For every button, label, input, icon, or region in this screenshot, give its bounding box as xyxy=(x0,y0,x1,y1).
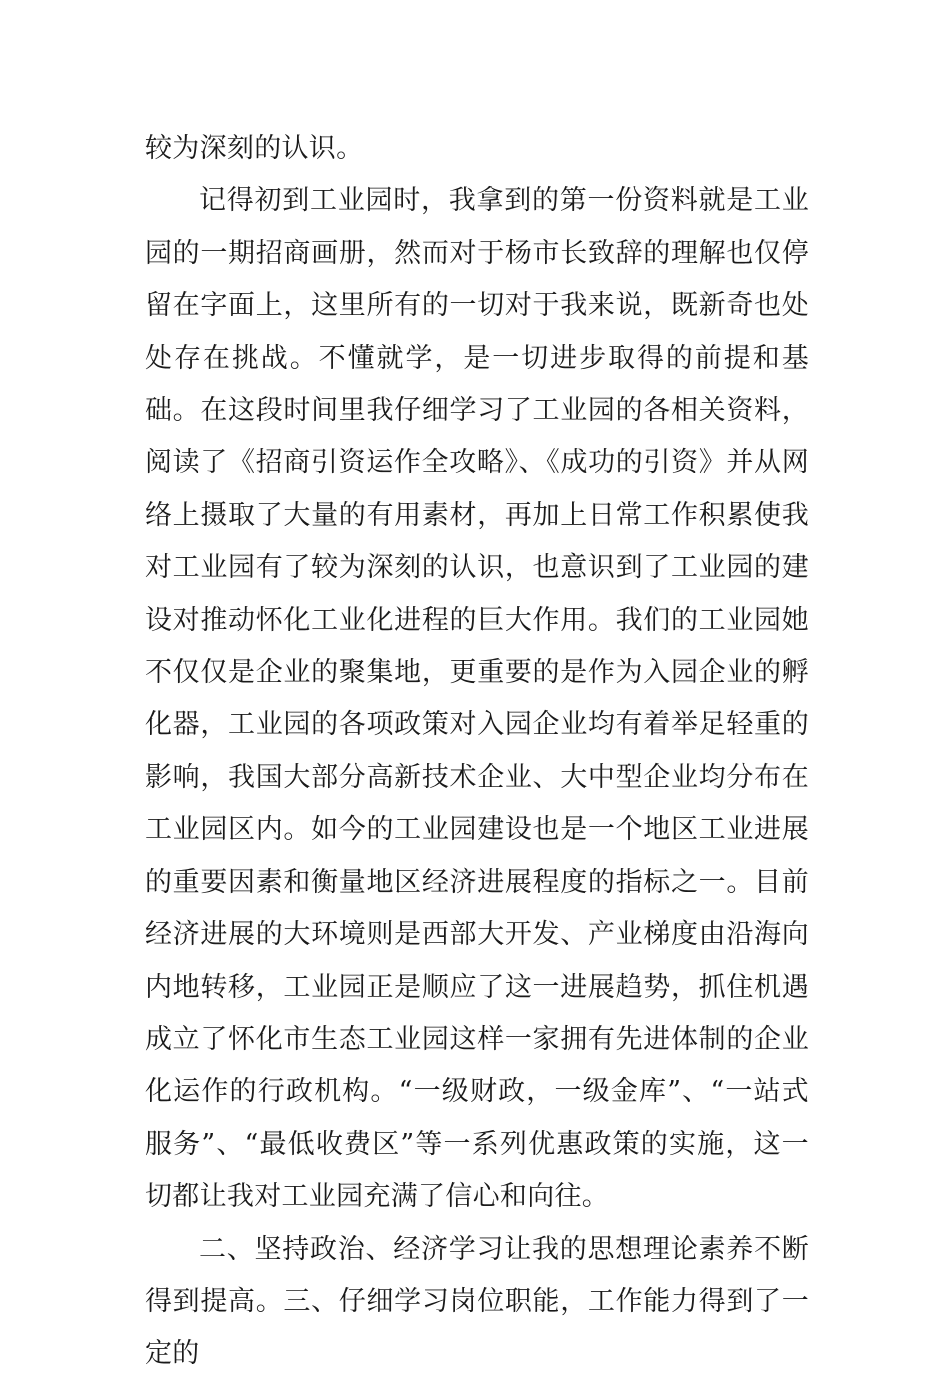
paragraph-industrial-park: 记得初到工业园时，我拿到的第一份资料就是工业园的一期招商画册，然而对于杨市长致辞的理解也仅停留在字面上，这里所有的一切对于我来说，既新奇也处处存在挑战。不懂就学，是一切进步取得的前提和基础。在这段时间里我仔细学习了工业园的各相关资料，阅读了《招商引资运作全攻略》、《成功的引资》并从网络上摄取了大量的有用素材，再加上日常工作积累使我对工业园有了较为深刻的认识，也意识到了工业园的建设对推动怀化工业化进程的巨大作用。我们的工业园她不仅仅是企业的聚集地，更重要的是作为入园企业的孵化器，工业园的各项政策对入园企业均有着举足轻重的影响，我国大部分高新技术企业、大中型企业均分布在工业园区内。如今的工业园建设也是一个地区工业进展的重要因素和衡量地区经济进展程度的指标之一。目前经济进展的大环境则是西部大开发、产业梯度由沿海向内地转移，工业园正是顺应了这一进展趋势，抓住机遇成立了怀化市生态工业园这样一家拥有先进体制的企业化运作的行政机构。“一级财政，一级金库”、“一站式服务”、“最低收费区”等一系列优惠政策的实施，这一切都让我对工业园充满了信心和向往。 xyxy=(145,185,809,1213)
document-body xyxy=(145,123,809,1381)
paragraph-study-items: 二、坚持政治、经济学习让我的思想理论素养不断得到提高。三、仔细学习岗位职能，工作能力得到了一定的 xyxy=(145,1233,809,1370)
paragraph-continuation: 较为深刻的认识。 xyxy=(145,133,364,164)
